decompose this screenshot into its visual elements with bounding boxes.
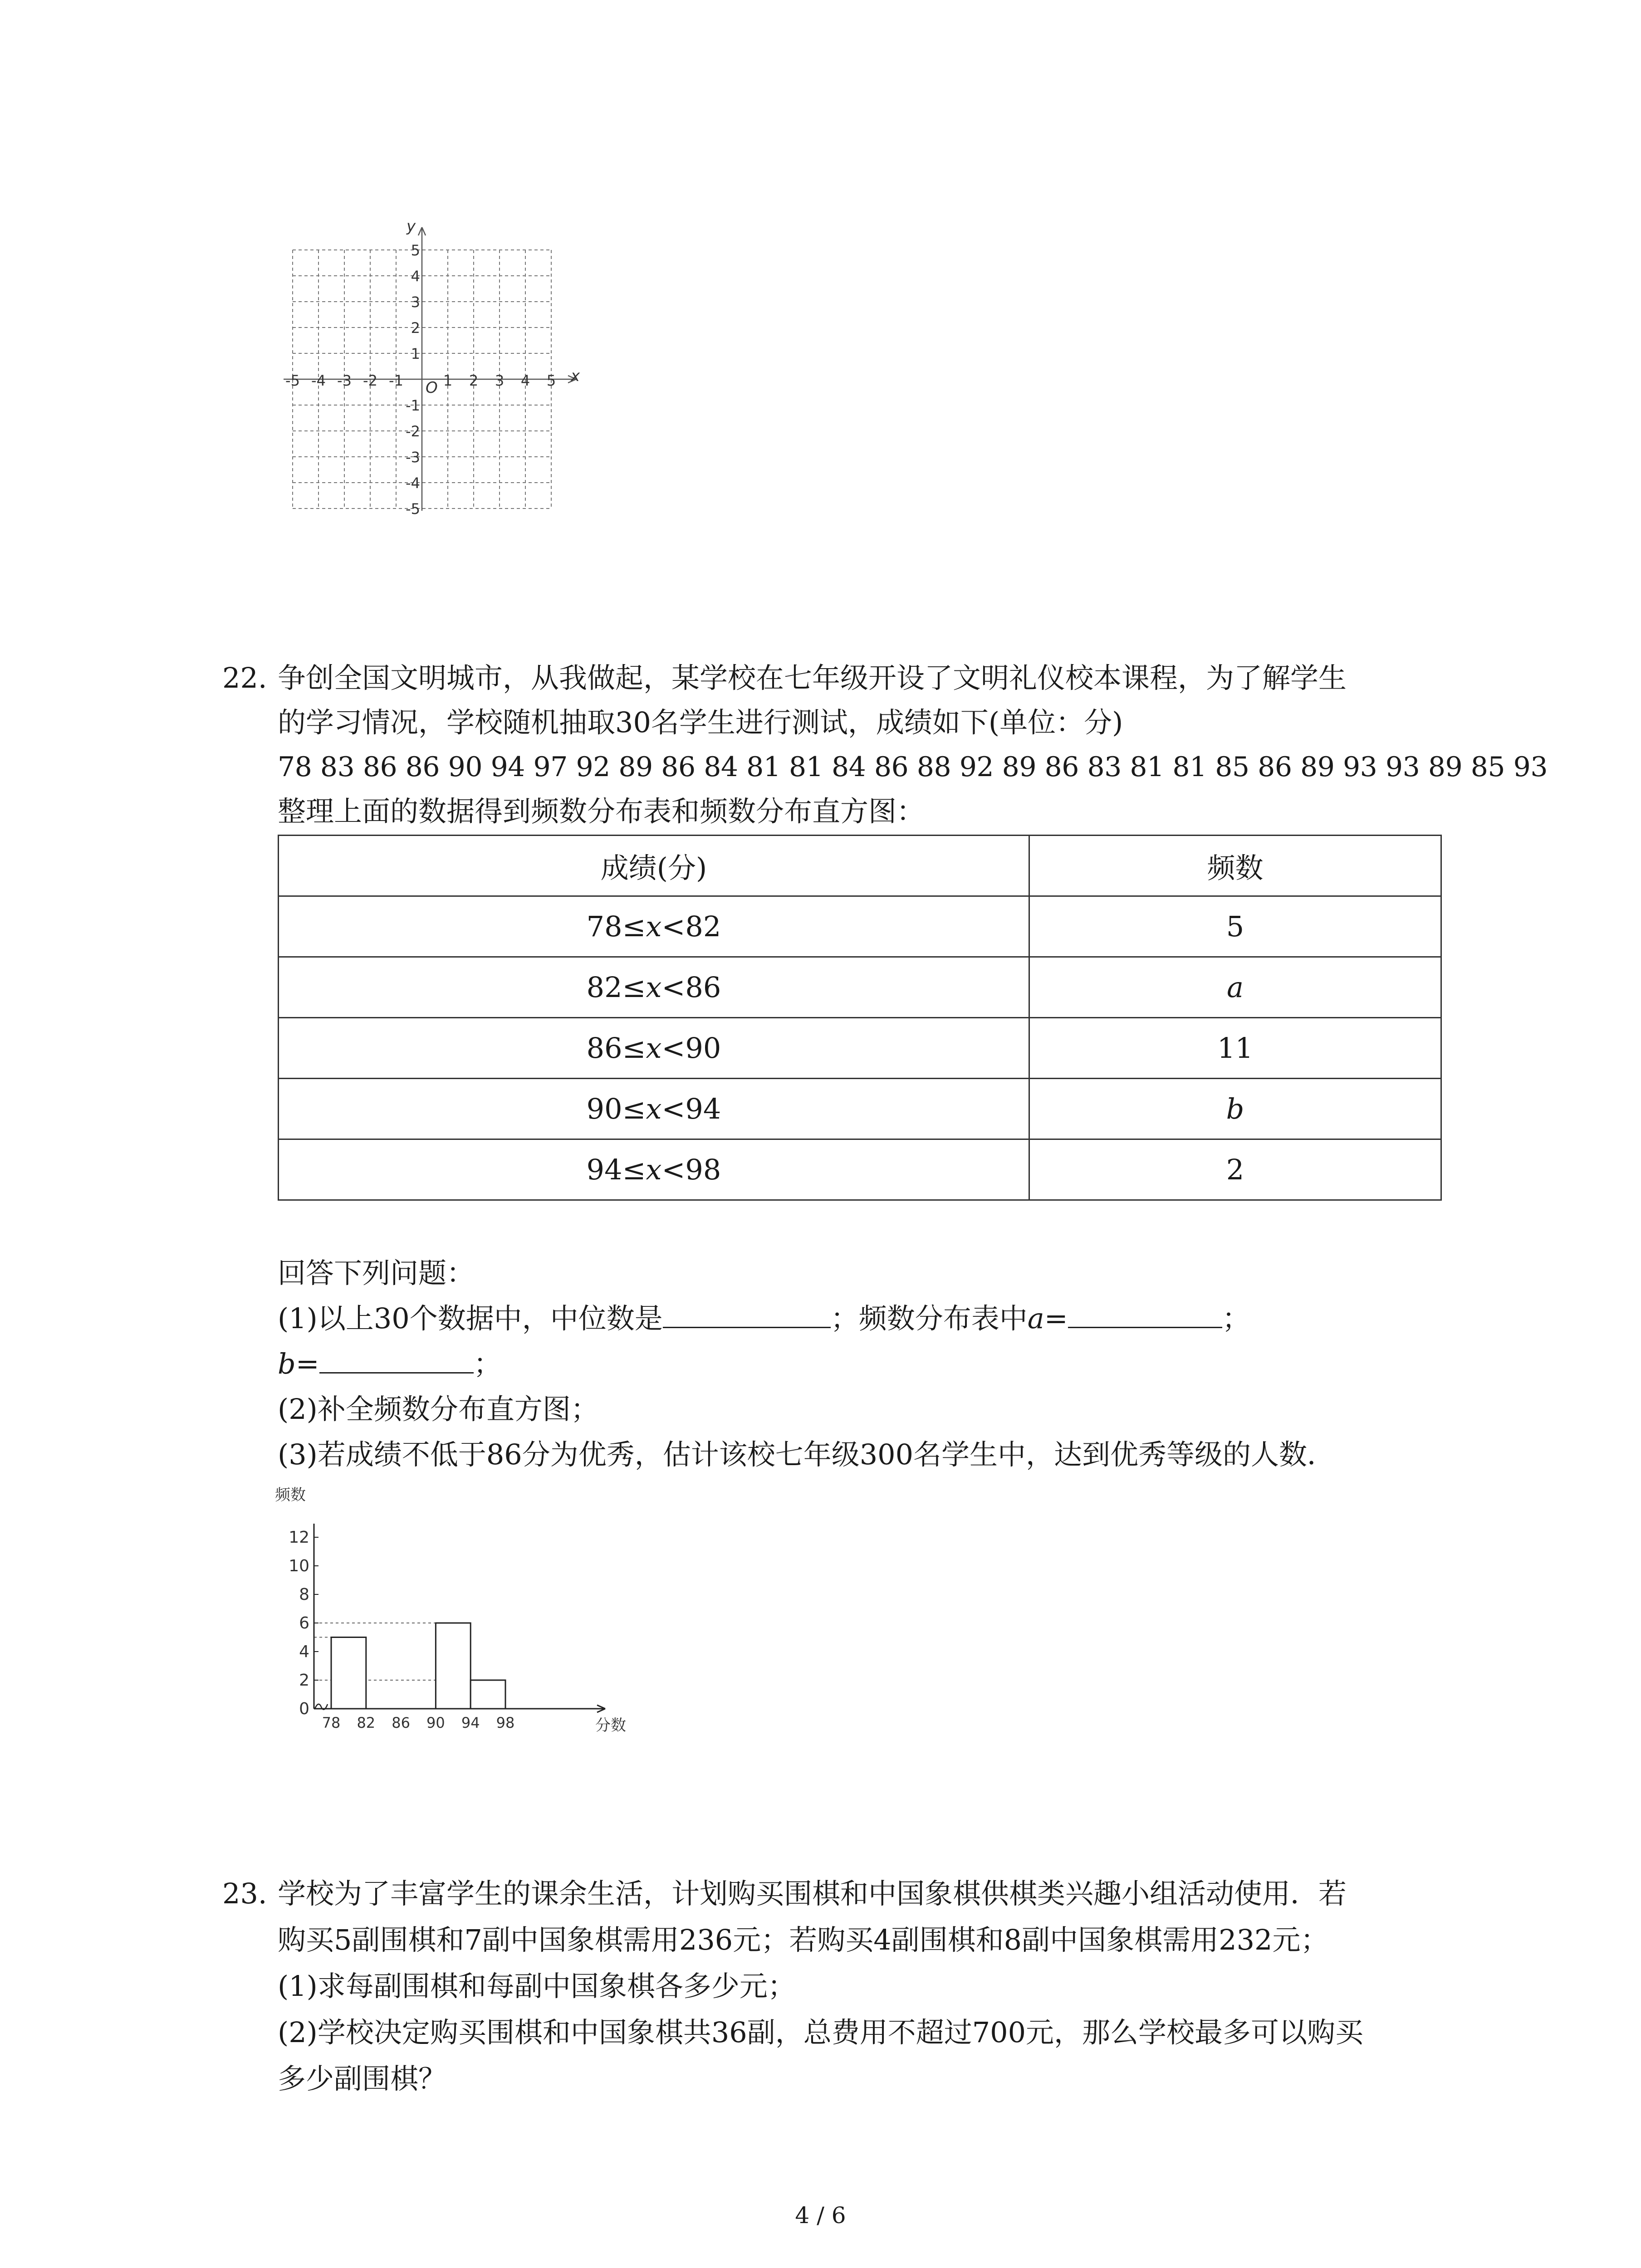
range-lo: 82≤: [586, 971, 646, 1004]
x-tick-label: 3: [495, 372, 505, 389]
q23-number: 23.: [222, 1877, 267, 1910]
q23-text-line-2: 购买5副围棋和7副中国象棋需用236元；若购买4副围棋和8副中国象棋需用232元；: [278, 1923, 1329, 1956]
semicolon: ；: [1222, 1302, 1250, 1335]
q22-scores: 78 83 86 86 90 94 97 92 89 86 84 81 81 84 86 88 92 89 86 83 81 81 85 86 89 93 93 89 85 93: [278, 751, 1548, 783]
histogram-bar: [331, 1637, 366, 1709]
freq-cell: b: [1029, 1079, 1441, 1139]
q23-sub1: (1)求每副围棋和每副中国象棋各多少元；: [278, 1970, 796, 2003]
freq-cell: 11: [1029, 1018, 1441, 1079]
x-tick-label: -1: [389, 372, 403, 389]
median-answer-blank[interactable]: [663, 1299, 831, 1328]
equals-sign: =: [1044, 1302, 1068, 1335]
x-tick-label: 5: [546, 372, 556, 389]
b-answer-blank[interactable]: [319, 1344, 474, 1374]
table-row: [279, 896, 1441, 957]
q23-sub2-line-2: 多少副围棋？: [278, 2062, 447, 2095]
q23-sub2-line-1: (2)学校决定购买围棋和中国象棋共36副，总费用不超过700元，那么学校最多可以购买: [278, 2016, 1364, 2049]
range-hi: <98: [661, 1153, 721, 1186]
q22-sub2: (2)补全频数分布直方图；: [278, 1393, 599, 1426]
a-answer-blank[interactable]: [1068, 1299, 1222, 1328]
x-tick-label: 4: [520, 372, 530, 389]
x-tick-label: 94: [461, 1714, 480, 1731]
range-var: x: [646, 1153, 662, 1186]
x-tick-labels: [285, 372, 556, 389]
range-lo: 86≤: [586, 1031, 646, 1065]
table-row: [279, 1018, 1441, 1079]
y-tick-label: 2: [411, 319, 420, 337]
origin-label: O: [426, 379, 438, 397]
x-tick-label: 1: [443, 372, 453, 389]
histogram-bars: [331, 1623, 505, 1709]
q22-sub3: (3)若成绩不低于86分为优秀，估计该校七年级300名学生中，达到优秀等级的人数．: [278, 1438, 1336, 1471]
range-var: x: [646, 1031, 662, 1065]
q22-number: 22.: [222, 661, 267, 694]
y-tick-label: -1: [406, 397, 420, 414]
grid-axes: [284, 227, 576, 511]
q23-text-line-1: 学校为了丰富学生的课余生活，计划购买围棋和中国象棋供棋类兴趣小组活动使用．若: [278, 1877, 1347, 1910]
y-tick-label: -3: [406, 449, 420, 466]
header-score: 成绩(分): [279, 836, 1029, 896]
y-tick-label: -2: [406, 423, 420, 440]
histogram-bar: [436, 1623, 470, 1709]
y-tick-label: 2: [299, 1671, 309, 1690]
q22-sub1-cont: [278, 1344, 502, 1384]
range-lo: 90≤: [586, 1092, 646, 1125]
range-lo: 94≤: [586, 1153, 646, 1186]
freq-cell: 5: [1029, 896, 1441, 957]
range-var: x: [646, 1092, 662, 1125]
table-header-row: [279, 836, 1441, 896]
y-tick-label: 6: [299, 1614, 309, 1633]
range-var: x: [646, 971, 662, 1004]
x-axis-title: 分数: [595, 1716, 626, 1735]
coordinate-grid-figure: [272, 213, 599, 522]
range-hi: <82: [661, 910, 721, 943]
q22-text-line-1: 争创全国文明城市，从我做起，某学校在七年级开设了文明礼仪校本课程，为了解学生: [278, 661, 1347, 694]
header-frequency: 频数: [1029, 836, 1441, 896]
x-tick-label: 86: [392, 1714, 410, 1731]
y-tick-label: 4: [299, 1642, 309, 1661]
y-tick-label: 12: [289, 1528, 309, 1547]
x-tick-label: -4: [311, 372, 326, 389]
range-var: x: [646, 910, 662, 943]
x-tick-label: -3: [337, 372, 352, 389]
y-tick-label: -5: [406, 500, 420, 518]
frequency-histogram: [272, 1481, 644, 1735]
x-tick-label: 78: [322, 1714, 341, 1731]
range-hi: <94: [661, 1092, 721, 1125]
y-tick-label: 5: [411, 242, 420, 259]
range-lo: 78≤: [586, 910, 646, 943]
y-axis-title: 频数: [275, 1486, 306, 1504]
y-tick-label: 4: [411, 268, 420, 285]
q22-answer-intro: 回答下列问题：: [278, 1256, 475, 1290]
equals-sign: =: [295, 1347, 319, 1380]
q22-text-line-2: 的学习情况，学校随机抽取30名学生进行测试，成绩如下(单位：分): [278, 706, 1123, 739]
q22-text-line-4: 整理上面的数据得到频数分布表和频数分布直方图：: [278, 795, 925, 828]
y-tick-label: 10: [289, 1557, 309, 1575]
var-a: a: [1027, 1302, 1044, 1335]
histogram-bar: [470, 1680, 505, 1709]
y-tick-label: 3: [411, 293, 420, 311]
y-tick-label: -4: [406, 474, 420, 492]
frequency-table: [278, 835, 1442, 1201]
y-axis-label: y: [407, 217, 416, 235]
x-tick-label: -2: [363, 372, 377, 389]
x-tick-label: 90: [426, 1714, 445, 1731]
x-tick-label: 82: [357, 1714, 376, 1731]
x-tick-label: 98: [496, 1714, 515, 1731]
y-tick-label: 0: [299, 1700, 309, 1718]
q22-sub1-text-2: ；频数分布表中: [830, 1302, 1028, 1335]
y-tick-label: 8: [299, 1585, 309, 1604]
range-hi: <86: [661, 971, 721, 1004]
freq-cell: a: [1029, 957, 1441, 1018]
q22-sub1: [278, 1298, 1250, 1339]
semicolon: ；: [473, 1347, 502, 1380]
histogram-x-ticks: [322, 1714, 515, 1731]
var-b: b: [278, 1347, 296, 1380]
table-row: [279, 1139, 1441, 1200]
page-number: 4 / 6: [795, 2202, 846, 2229]
x-axis-label: x: [571, 367, 580, 385]
y-tick-label: 1: [411, 345, 420, 362]
freq-cell: 2: [1029, 1139, 1441, 1200]
table-row: [279, 1079, 1441, 1139]
q22-sub1-text: (1)以上30个数据中，中位数是: [278, 1302, 663, 1335]
range-hi: <90: [661, 1031, 721, 1065]
x-tick-label: 2: [469, 372, 479, 389]
table-row: [279, 957, 1441, 1018]
x-tick-label: -5: [285, 372, 300, 389]
